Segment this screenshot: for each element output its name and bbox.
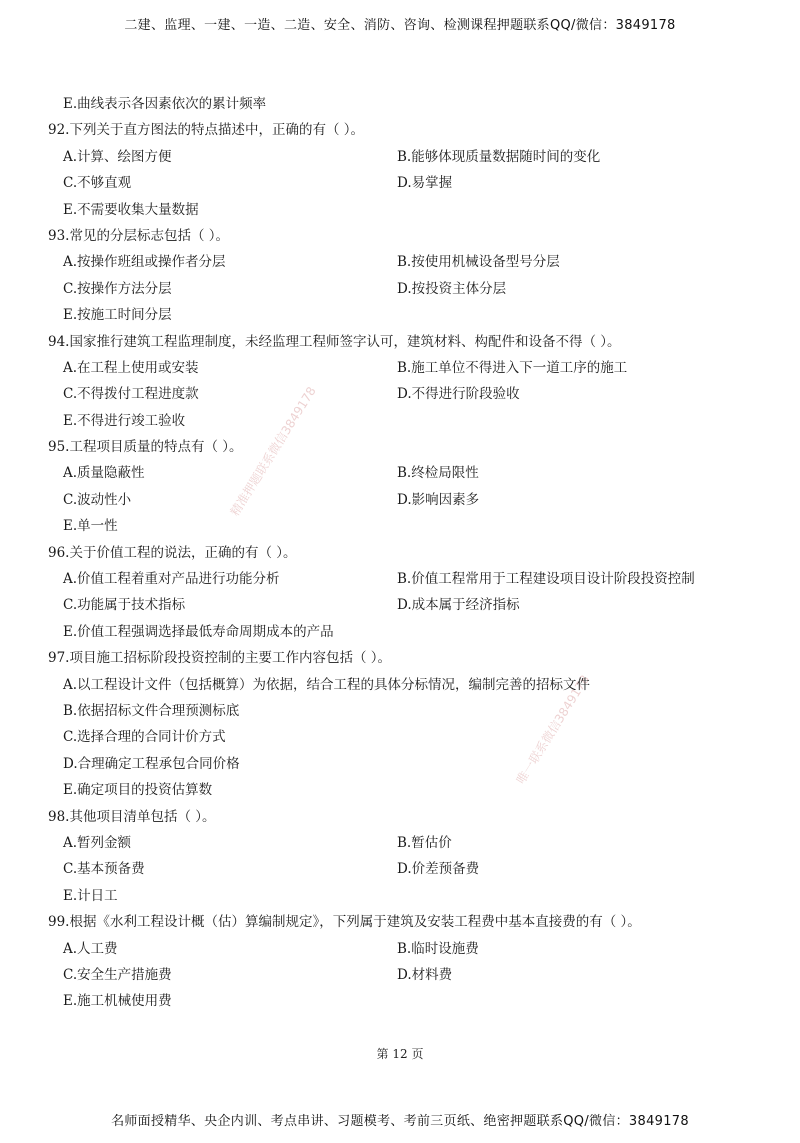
options-row bbox=[48, 592, 738, 618]
options-row bbox=[48, 381, 738, 407]
question-98: 98.其他项目清单包括（ ）。 bbox=[48, 808, 216, 825]
option-b: B.临时设施费 bbox=[397, 940, 479, 957]
watermark-1: 精准押题联系微信3849178 bbox=[227, 384, 319, 519]
option-e: E.计日工 bbox=[63, 887, 118, 904]
page-header: 二建、监理、一建、一造、二造、安全、消防、咨询、检测课程押题联系QQ/微信：3849178 bbox=[124, 18, 676, 33]
option-d: D.合理确定工程承包合同价格 bbox=[63, 755, 240, 772]
question-95: 95.工程项目质量的特点有（ ）。 bbox=[48, 439, 243, 456]
option-e: E.按施工时间分层 bbox=[63, 307, 172, 324]
option-d: D.材料费 bbox=[397, 966, 453, 983]
options-row bbox=[48, 487, 738, 513]
option-c: C.不够直观 bbox=[63, 175, 132, 192]
options-row bbox=[48, 170, 738, 196]
question-list bbox=[48, 91, 738, 1015]
option-d: D.易掌握 bbox=[397, 175, 453, 192]
option-b: B.能够体现质量数据随时间的变化 bbox=[397, 148, 601, 165]
page-number: 第 12 页 bbox=[376, 1047, 424, 1061]
options-row bbox=[48, 460, 738, 486]
option-a: A.以工程设计文件（包括概算）为依据，结合工程的具体分标情况，编制完善的招标文件 bbox=[63, 676, 591, 693]
question-99: 99.根据《水利工程设计概（估）算编制规定》，下列属于建筑及安装工程费中基本直接费的有（ ）。 bbox=[48, 914, 641, 931]
option-b: B.价值工程常用于工程建设项目设计阶段投资控制 bbox=[397, 571, 695, 588]
option-a: A.按操作班组或操作者分层 bbox=[63, 254, 226, 271]
option-a: A.人工费 bbox=[63, 940, 118, 957]
option-d: D.影响因素多 bbox=[397, 491, 480, 508]
option-e: E.确定项目的投资估算数 bbox=[63, 782, 213, 799]
option-b: B.终检局限性 bbox=[397, 465, 479, 482]
page-footer: 名师面授精华、央企内训、考点串讲、习题模考、考前三页纸、绝密押题联系QQ/微信：3849178 bbox=[111, 1114, 689, 1129]
options-row bbox=[48, 355, 738, 381]
option-c: C.选择合理的合同计价方式 bbox=[63, 729, 226, 746]
options-row bbox=[48, 830, 738, 856]
question-94: 94.国家推行建筑工程监理制度，未经监理工程师签字认可，建筑材料、构配件和设备不得（ ）。 bbox=[48, 333, 621, 350]
option-a: A.价值工程着重对产品进行功能分析 bbox=[63, 571, 280, 588]
options-row bbox=[48, 962, 738, 988]
option-d: D.价差预备费 bbox=[397, 861, 480, 878]
option-e: E.价值工程强调选择最低寿命周期成本的产品 bbox=[63, 623, 334, 640]
options-row bbox=[48, 144, 738, 170]
question-92: 92.下列关于直方图法的特点描述中，正确的有（ ）。 bbox=[48, 122, 365, 139]
option-c: C.功能属于技术指标 bbox=[63, 597, 186, 614]
option-c: C.不得拨付工程进度款 bbox=[63, 386, 199, 403]
option-e: E.单一性 bbox=[63, 518, 118, 535]
option-c: C.基本预备费 bbox=[63, 861, 145, 878]
option-a: A.暂列金额 bbox=[63, 834, 132, 851]
option-c: C.波动性小 bbox=[63, 491, 132, 508]
option-e: E.不需要收集大量数据 bbox=[63, 201, 199, 218]
question-93: 93.常见的分层标志包括（ ）。 bbox=[48, 227, 230, 244]
options-row bbox=[48, 249, 738, 275]
options-row bbox=[48, 566, 738, 592]
option-b: B.按使用机械设备型号分层 bbox=[397, 254, 560, 271]
option-b: B.施工单位不得进入下一道工序的施工 bbox=[397, 359, 628, 376]
option-e: E.不得进行竣工验收 bbox=[63, 412, 186, 429]
option-a: A.质量隐蔽性 bbox=[63, 465, 145, 482]
question-97: 97.项目施工招标阶段投资控制的主要工作内容包括（ ）。 bbox=[48, 650, 392, 667]
options-row bbox=[48, 936, 738, 962]
option-d: D.不得进行阶段验收 bbox=[397, 386, 520, 403]
option-e: E.施工机械使用费 bbox=[63, 993, 172, 1010]
watermark-2: 唯一联系微信3849178 bbox=[513, 672, 593, 787]
options-row bbox=[48, 856, 738, 882]
option-a: A.在工程上使用或安装 bbox=[63, 359, 199, 376]
prev-option-e: E.曲线表示各因素依次的累计频率 bbox=[63, 96, 267, 112]
options-row bbox=[48, 276, 738, 302]
option-c: C.安全生产措施费 bbox=[63, 966, 172, 983]
option-a: A.计算、绘图方便 bbox=[63, 148, 172, 165]
question-96: 96.关于价值工程的说法，正确的有（ ）。 bbox=[48, 544, 297, 561]
option-b: B.暂估价 bbox=[397, 834, 452, 851]
option-b: B.依据招标文件合理预测标底 bbox=[63, 702, 240, 719]
option-c: C.按操作方法分层 bbox=[63, 280, 172, 297]
option-d: D.成本属于经济指标 bbox=[397, 597, 520, 614]
option-d: D.按投资主体分层 bbox=[397, 280, 507, 297]
